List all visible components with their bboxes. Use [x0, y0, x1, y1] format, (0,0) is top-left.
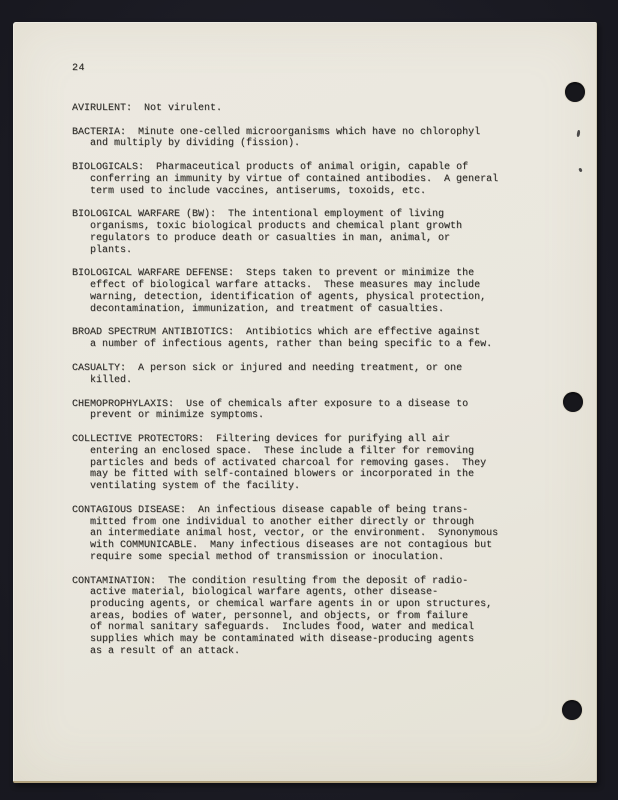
entry-continuation-line: plants. — [90, 244, 133, 256]
entry-continuation-line: effect of biological warfare attacks. These measures may include — [90, 280, 481, 292]
entry-term-line: AVIRULENT: Not virulent. — [72, 102, 223, 114]
entry-continuation-line: with COMMUNICABLE. Many infectious diseases are not contagious but — [90, 540, 493, 552]
hole-punch-top — [565, 82, 585, 102]
entry-continuation-line: producing agents, or chemical warfare agents in or upon structures, — [90, 599, 493, 611]
entry-continuation-line: may be fitted with self-contained blowers or incorporated in the — [90, 469, 475, 481]
glossary-entry — [72, 434, 542, 493]
entry-term-line: BIOLOGICAL WARFARE (BW): The intentional employment of living — [72, 209, 445, 221]
entry-continuation-line: ventilating system of the facility. — [90, 481, 301, 493]
entry-term-line: BIOLOGICAL WARFARE DEFENSE: Steps taken to prevent or minimize the — [72, 268, 475, 280]
entry-continuation-line: warning, detection, identification of agents, physical protection, — [90, 291, 487, 303]
glossary-list — [72, 103, 542, 658]
entry-continuation-line: prevent or minimize symptoms. — [90, 410, 265, 422]
entry-continuation-line: decontamination, immunization, and treatment of casualties. — [90, 303, 445, 315]
entry-term-line: CONTAGIOUS DISEASE: An infectious disease capable of being trans- — [72, 504, 469, 516]
entry-continuation-line: active material, biological warfare agents, other disease- — [90, 587, 439, 599]
glossary-entry — [72, 363, 542, 386]
entry-term-line: COLLECTIVE PROTECTORS: Filtering devices for purifying all air — [72, 434, 451, 446]
entry-continuation-line: areas, bodies of water, personnel, and objects, or from failure — [90, 610, 469, 622]
page-number: 24 — [72, 63, 86, 74]
entry-term-line: CONTAMINATION: The condition resulting from the deposit of radio- — [72, 575, 469, 587]
entry-continuation-line: an intermediate animal host, vector, or the environment. Synonymous — [90, 528, 499, 540]
document-page — [13, 22, 597, 783]
entry-continuation-line: and multiply by dividing (fission). — [90, 138, 301, 150]
hole-punch-middle — [563, 392, 583, 412]
glossary-entry — [72, 127, 542, 150]
glossary-entry — [72, 399, 542, 422]
glossary-entry — [72, 505, 542, 564]
entry-continuation-line: conferring an immunity by virtue of contained antibodies. A general — [90, 173, 499, 185]
glossary-entry — [72, 209, 542, 256]
entry-term-line: BACTERIA: Minute one-celled microorganisms which have no chlorophyl — [72, 126, 481, 138]
entry-continuation-line: particles and beds of activated charcoal for removing gases. They — [90, 457, 487, 469]
entry-continuation-line: a number of infectious agents, rather than being specific to a few. — [90, 339, 493, 351]
entry-continuation-line: regulators to produce death or casualties in man, animal, or — [90, 232, 451, 244]
glossary-entry — [72, 327, 542, 350]
scan-speck — [578, 168, 582, 173]
glossary-entry — [72, 103, 542, 115]
glossary-entry — [72, 162, 542, 197]
glossary-entry — [72, 268, 542, 315]
entry-continuation-line: organisms, toxic biological products and chemical plant growth — [90, 221, 463, 233]
scan-speck — [576, 130, 580, 137]
entry-term-line: BIOLOGICALS: Pharmaceutical products of animal origin, capable of — [72, 162, 469, 174]
entry-term-line: BROAD SPECTRUM ANTIBIOTICS: Antibiotics which are effective against — [72, 327, 481, 339]
entry-continuation-line: as a result of an attack. — [90, 645, 241, 657]
entry-continuation-line: killed. — [90, 374, 133, 386]
entry-term-line: CHEMOPROPHYLAXIS: Use of chemicals after exposure to a disease to — [72, 398, 469, 410]
entry-term-line: CASUALTY: A person sick or injured and needing treatment, or one — [72, 363, 463, 375]
entry-continuation-line: mitted from one individual to another either directly or through — [90, 516, 475, 528]
page-content — [72, 63, 542, 670]
entry-continuation-line: supplies which may be contaminated with disease-producing agents — [90, 634, 475, 646]
entry-continuation-line: entering an enclosed space. These include a filter for removing — [90, 445, 475, 457]
entry-continuation-line: of normal sanitary safeguards. Includes food, water and medical — [90, 622, 475, 634]
hole-punch-bottom — [562, 700, 582, 720]
entry-continuation-line: require some special method of transmission or inoculation. — [90, 551, 445, 563]
glossary-entry — [72, 576, 542, 658]
entry-continuation-line: term used to include vaccines, antiserums, toxoids, etc. — [90, 185, 427, 197]
